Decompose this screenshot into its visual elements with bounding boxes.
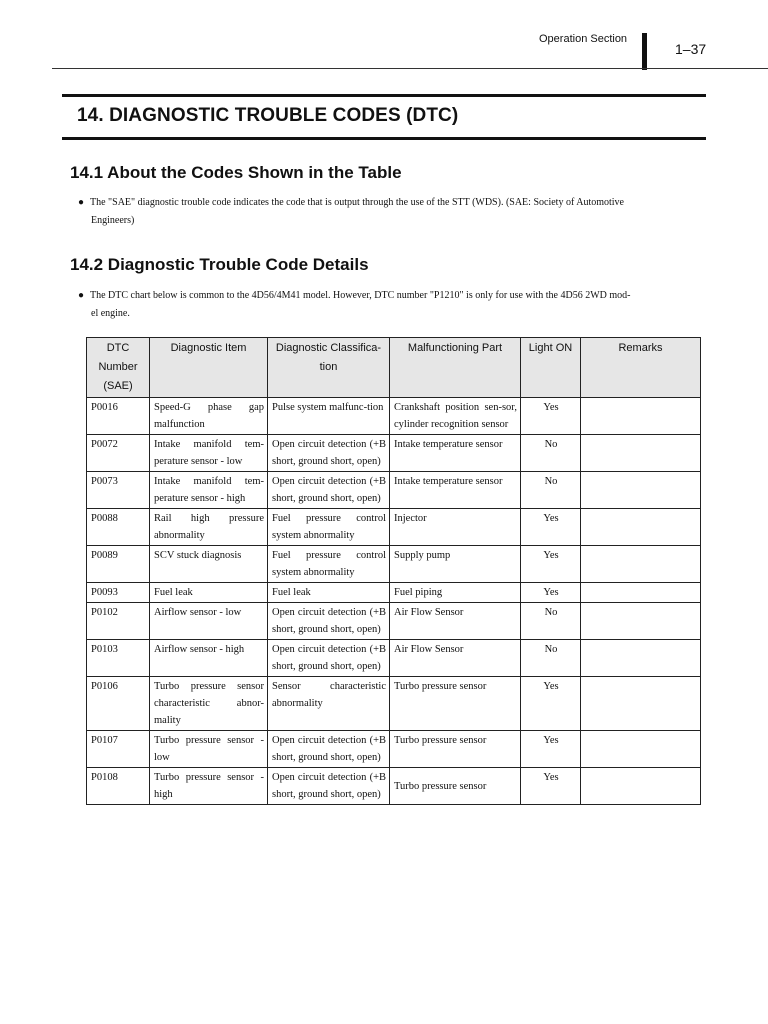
table-row <box>87 640 701 677</box>
diagnostic-classification: Open circuit detection (+B short, ground short, open) <box>268 472 390 509</box>
remarks <box>581 583 701 603</box>
diagnostic-item: Intake manifold tem-perature sensor - high <box>150 472 268 509</box>
header-malfunctioning-part: Malfunctioning Part <box>390 338 521 398</box>
diagnostic-item: SCV stuck diagnosis <box>150 546 268 583</box>
bullet-text-line2: el engine. <box>91 308 130 319</box>
diagnostic-item: Speed-G phase gap malfunction <box>150 398 268 435</box>
diagnostic-classification: Sensor characteristic abnormality <box>268 677 390 731</box>
malfunctioning-part: Crankshaft position sen-sor, cylinder recognition sensor <box>390 398 521 435</box>
chapter-title: 14. DIAGNOSTIC TROUBLE CODES (DTC) <box>77 105 459 126</box>
dtc-code: P0089 <box>87 546 150 583</box>
remarks <box>581 398 701 435</box>
malfunctioning-part: Air Flow Sensor <box>390 640 521 677</box>
header-remarks: Remarks <box>581 338 701 398</box>
light-on: Yes <box>521 398 581 435</box>
light-on: Yes <box>521 546 581 583</box>
remarks <box>581 472 701 509</box>
diagnostic-classification: Open circuit detection (+B short, ground short, open) <box>268 768 390 805</box>
malfunctioning-part: Fuel piping <box>390 583 521 603</box>
diagnostic-item: Airflow sensor - high <box>150 640 268 677</box>
remarks <box>581 768 701 805</box>
header-dtc-number: DTC Number (SAE) <box>87 338 150 398</box>
light-on: Yes <box>521 509 581 546</box>
diagnostic-classification: Fuel leak <box>268 583 390 603</box>
dtc-code: P0106 <box>87 677 150 731</box>
light-on: Yes <box>521 731 581 768</box>
diagnostic-classification: Fuel pressure control system abnormality <box>268 509 390 546</box>
table-row <box>87 472 701 509</box>
table-header-row <box>87 338 701 398</box>
table-row <box>87 731 701 768</box>
diagnostic-item: Intake manifold tem-perature sensor - low <box>150 435 268 472</box>
bullet-text-line1: The DTC chart below is common to the 4D56/4M41 model. However, DTC number "P1210" is only for use with the 4D56 2WD mod- <box>90 290 631 301</box>
light-on: No <box>521 603 581 640</box>
table-row <box>87 398 701 435</box>
dtc-code: P0088 <box>87 509 150 546</box>
table-row <box>87 509 701 546</box>
section-heading-14-1: 14.1 About the Codes Shown in the Table <box>70 163 402 182</box>
remarks <box>581 509 701 546</box>
diagnostic-item: Rail high pressure abnormality <box>150 509 268 546</box>
dtc-code: P0072 <box>87 435 150 472</box>
light-on: No <box>521 472 581 509</box>
malfunctioning-part: Turbo pressure sensor <box>390 731 521 768</box>
header-divider <box>52 68 768 69</box>
dtc-code: P0016 <box>87 398 150 435</box>
diagnostic-classification: Open circuit detection (+B short, ground short, open) <box>268 435 390 472</box>
diagnostic-classification: Open circuit detection (+B short, ground short, open) <box>268 603 390 640</box>
malfunctioning-part: Injector <box>390 509 521 546</box>
diagnostic-classification: Fuel pressure control system abnormality <box>268 546 390 583</box>
malfunctioning-part: Air Flow Sensor <box>390 603 521 640</box>
dtc-code: P0103 <box>87 640 150 677</box>
table-row <box>87 583 701 603</box>
bullet-text-line2: Engineers) <box>91 215 135 226</box>
diagnostic-item: Airflow sensor - low <box>150 603 268 640</box>
light-on: No <box>521 435 581 472</box>
table-row <box>87 677 701 731</box>
malfunctioning-part: Intake temperature sensor <box>390 435 521 472</box>
diagnostic-item: Turbo pressure sensor - low <box>150 731 268 768</box>
remarks <box>581 731 701 768</box>
light-on: Yes <box>521 768 581 805</box>
remarks <box>581 677 701 731</box>
table-row <box>87 435 701 472</box>
header-diagnostic-item: Diagnostic Item <box>150 338 268 398</box>
dtc-table <box>86 337 701 805</box>
header-thumb-bar <box>642 33 647 70</box>
bullet-icon: ● <box>78 197 85 208</box>
diagnostic-item: Turbo pressure sensor - high <box>150 768 268 805</box>
header-light-on: Light ON <box>521 338 581 398</box>
dtc-code: P0102 <box>87 603 150 640</box>
header-diagnostic-classification: Diagnostic Classifica-tion <box>268 338 390 398</box>
dtc-code: P0107 <box>87 731 150 768</box>
remarks <box>581 640 701 677</box>
remarks <box>581 603 701 640</box>
light-on: Yes <box>521 583 581 603</box>
light-on: Yes <box>521 677 581 731</box>
light-on: No <box>521 640 581 677</box>
section-14-1-bullet <box>78 194 708 230</box>
dtc-code: P0073 <box>87 472 150 509</box>
diagnostic-item: Turbo pressure sensor characteristic abnor-mality <box>150 677 268 731</box>
diagnostic-classification: Open circuit detection (+B short, ground short, open) <box>268 640 390 677</box>
section-14-2-bullet <box>78 287 708 323</box>
section-heading-14-2: 14.2 Diagnostic Trouble Code Details <box>70 255 369 274</box>
malfunctioning-part: Turbo pressure sensor <box>390 677 521 731</box>
bullet-icon: ● <box>78 290 85 301</box>
remarks <box>581 546 701 583</box>
malfunctioning-part: Turbo pressure sensor <box>390 768 521 805</box>
diagnostic-item: Fuel leak <box>150 583 268 603</box>
title-top-rule <box>62 94 706 97</box>
remarks <box>581 435 701 472</box>
malfunctioning-part: Supply pump <box>390 546 521 583</box>
table-row <box>87 768 701 805</box>
running-header-section: Operation Section <box>539 33 628 45</box>
malfunctioning-part: Intake temperature sensor <box>390 472 521 509</box>
bullet-text-line1: The "SAE" diagnostic trouble code indicates the code that is output through the use of the STT (WDS). (SAE: Society of Automotive <box>90 197 624 208</box>
table-row <box>87 603 701 640</box>
diagnostic-classification: Pulse system malfunc-tion <box>268 398 390 435</box>
diagnostic-classification: Open circuit detection (+B short, ground short, open) <box>268 731 390 768</box>
table-row <box>87 546 701 583</box>
title-bottom-rule <box>62 137 706 140</box>
dtc-code: P0093 <box>87 583 150 603</box>
page-number: 1–37 <box>675 41 707 57</box>
dtc-code: P0108 <box>87 768 150 805</box>
